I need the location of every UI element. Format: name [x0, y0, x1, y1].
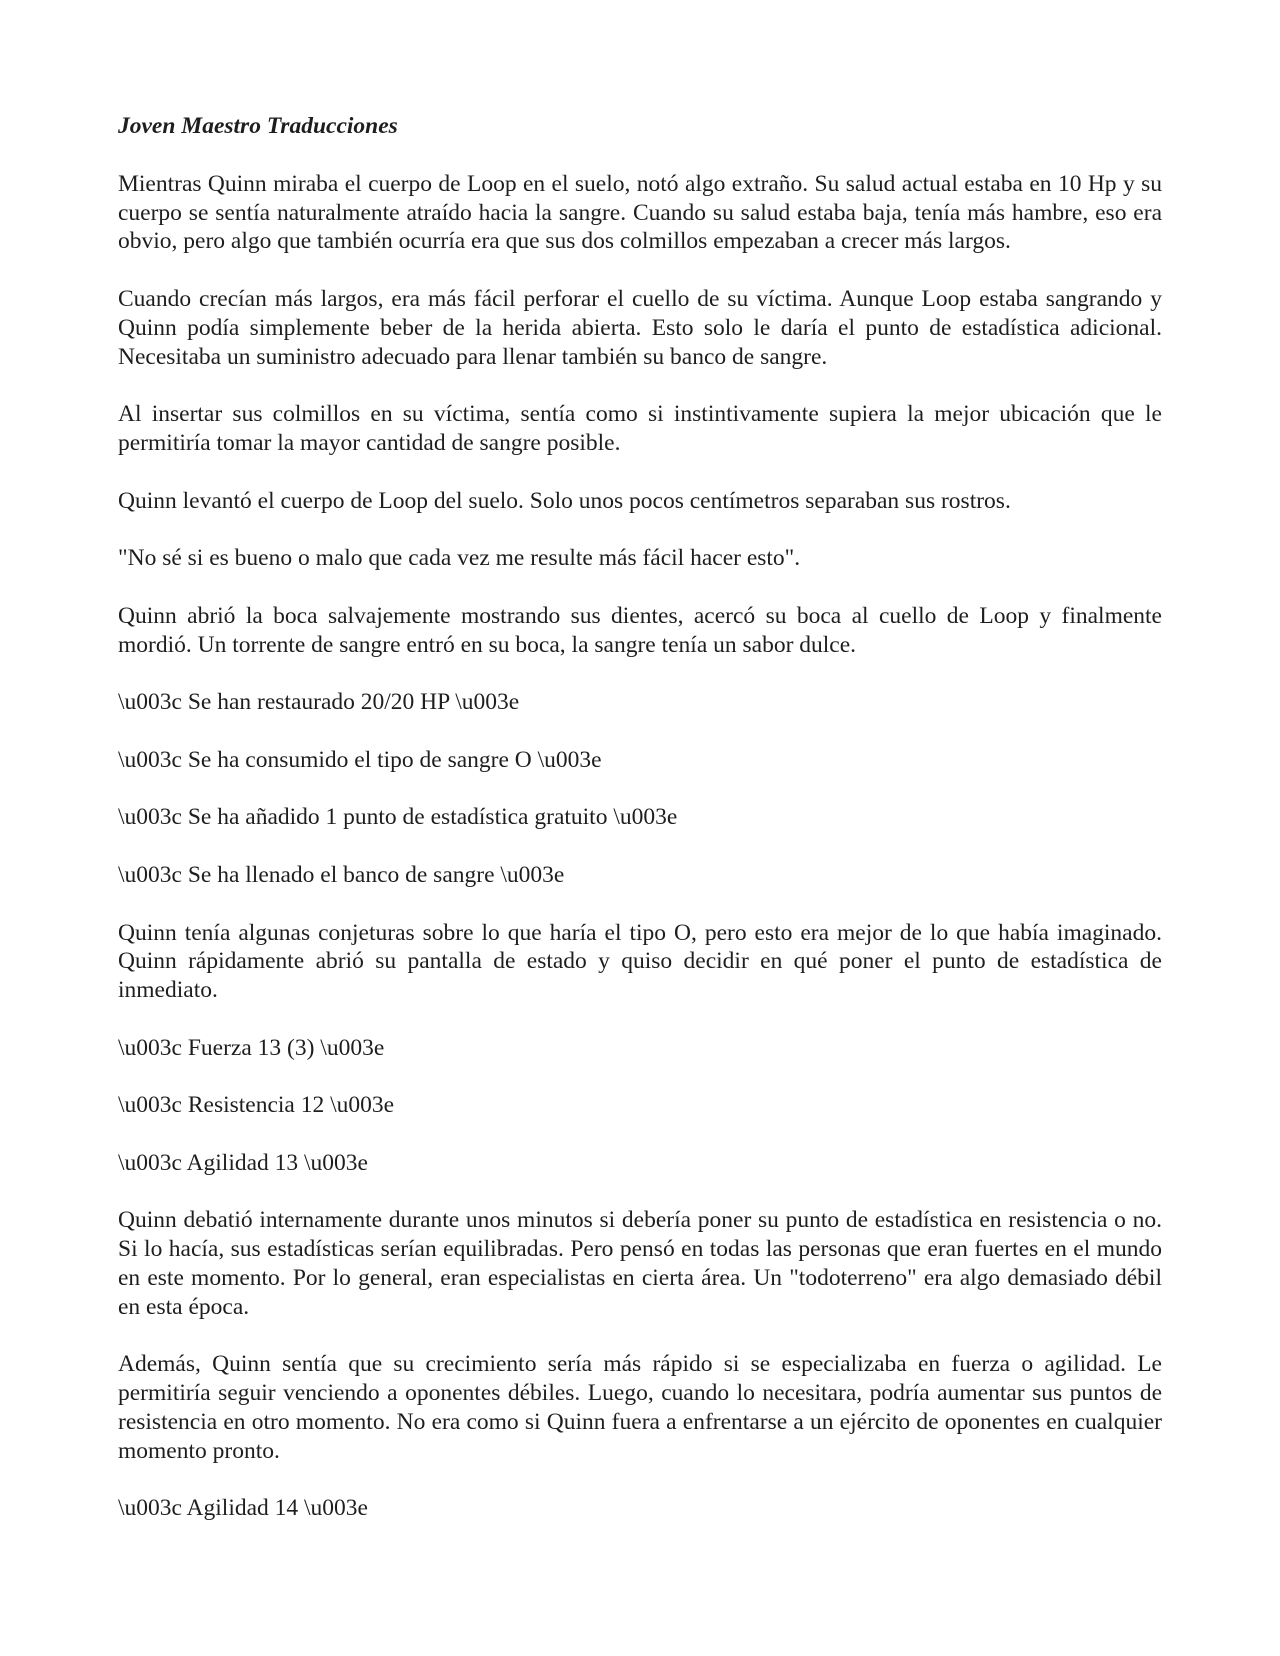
paragraph: Quinn levantó el cuerpo de Loop del suelo. Solo unos pocos centímetros separaban sus rostros. [118, 487, 1011, 514]
paragraph: Quinn abrió la boca salvajemente mostrando sus dientes, acercó su boca al cuello de Loop y finalmente mordió. Un torrente de sangre entró en su boca, la sangre tenía un sabor dulce. [118, 602, 1162, 658]
document-title: Joven Maestro Traducciones [118, 113, 398, 139]
dialogue-line: "No sé si es bueno o malo que cada vez me resulte más fácil hacer esto". [118, 545, 801, 572]
stat-line: \u003c Resistencia 12 \u003e [118, 1092, 395, 1119]
paragraph: Quinn tenía algunas conjeturas sobre lo que haría el tipo O, pero esto era mejor de lo que había imaginado. Quinn rápidamente abrió su pantalla de estado y quiso decidir en qué poner el punto de estadística de inmediato. [118, 919, 1162, 1004]
paragraph: Al insertar sus colmillos en su víctima, sentía como si instintivamente supiera la mejor ubicación que le permitiría tomar la mayor cantidad de sangre posible. [118, 401, 1162, 456]
system-message: \u003c Se ha consumido el tipo de sangre O \u003e [118, 746, 602, 773]
system-message: \u003c Se ha llenado el banco de sangre \u003e [118, 861, 565, 888]
stat-line: \u003c Agilidad 13 \u003e [118, 1149, 368, 1176]
system-message: \u003c Se han restaurado 20/20 HP \u003e [118, 689, 520, 716]
paragraph: Cuando crecían más largos, era más fácil perforar el cuello de su víctima. Aunque Loop estaba sangrando y Quinn podía simplemente beber de la herida abierta. Esto solo le daría el punto de estadística adicional. Necesitaba un suministro adecuado para llenar también su banco de sangre. [118, 285, 1162, 370]
paragraph: Quinn debatió internamente durante unos minutos si debería poner su punto de estadística en resistencia o no. Si lo hacía, sus estadísticas serían equilibradas. Pero pensó en todas las personas que eran fuertes en el mundo en este momento. Por lo general, eran especialistas en cierta área. Un "todoterreno" era algo demasiado débil en esta época. [118, 1207, 1162, 1320]
stat-line: \u003c Fuerza 13 (3) \u003e [118, 1034, 385, 1061]
paragraph: Además, Quinn sentía que su crecimiento sería más rápido si se especializaba en fuerza o agilidad. Le permitiría seguir venciendo a oponentes débiles. Luego, cuando lo necesitara, podría aumentar sus puntos de resistencia en otro momento. No era como si Quinn fuera a enfrentarse a un ejército de oponentes en cualquier momento pronto. [118, 1351, 1162, 1464]
paragraph: Mientras Quinn miraba el cuerpo de Loop en el suelo, notó algo extraño. Su salud actual estaba en 10 Hp y su cuerpo se sentía naturalmente atraído hacia la sangre. Cuando su salud estaba baja, tenía más hambre, eso era obvio, pero algo que también ocurría era que sus dos colmillos empezaban a crecer más largos. [118, 170, 1162, 255]
system-message: \u003c Se ha añadido 1 punto de estadística gratuito \u003e [118, 804, 678, 831]
stat-line: \u003c Agilidad 14 \u003e [118, 1495, 368, 1522]
